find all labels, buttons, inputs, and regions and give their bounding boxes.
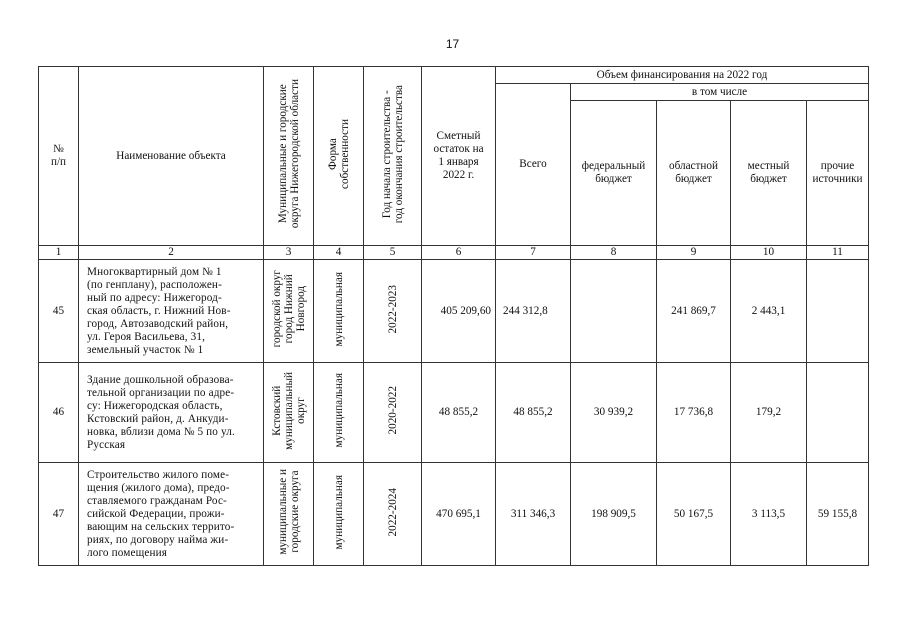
row-local: 3 113,5 [731,463,807,566]
financing-table [38,66,869,566]
row-federal: 198 909,5 [571,463,657,566]
table-row [39,463,869,566]
row-regional: 50 167,5 [657,463,731,566]
row-num: 47 [39,463,79,566]
col-number: 3 [264,246,314,260]
header-name: Наименование объекта [79,67,264,246]
row-regional: 17 736,8 [657,363,731,463]
row-estimate: 48 855,2 [422,363,496,463]
header-total: Всего [496,84,571,246]
col-number: 9 [657,246,731,260]
header-other: прочие источники [807,101,869,246]
row-ownership: муниципальная [314,363,364,463]
row-local: 179,2 [731,363,807,463]
header-municipality: Муниципальные и городские округа Нижегородской области [264,67,314,246]
row-total: 48 855,2 [496,363,571,463]
column-number-row [39,246,869,260]
row-regional: 241 869,7 [657,260,731,363]
header-local: местный бюджет [731,101,807,246]
col-number: 11 [807,246,869,260]
row-municipality: муниципальные и городские округа [264,463,314,566]
row-years: 2022-2023 [364,260,422,363]
header-incl: в том числе [571,84,869,101]
row-other [807,260,869,363]
header-federal: федеральный бюджет [571,101,657,246]
row-years: 2020-2022 [364,363,422,463]
row-federal [571,260,657,363]
row-municipality: Кстовский муниципальный округ [264,363,314,463]
header-estimate: Сметный остаток на 1 января 2022 г. [422,67,496,246]
header-regional: областной бюджет [657,101,731,246]
col-number: 8 [571,246,657,260]
col-number: 7 [496,246,571,260]
col-number: 6 [422,246,496,260]
object-name: Здание дошкольной образова- тельной организации по адре- су: Нижегородская область, Кстовский район, д. Анкуди- новка, вблизи дома № 5 по ул. Русская [79,363,264,463]
row-num: 46 [39,363,79,463]
row-local: 2 443,1 [731,260,807,363]
col-number: 2 [79,246,264,260]
header-funding-title: Объем финансирования на 2022 год [496,67,869,84]
table-row [39,260,869,363]
row-ownership: муниципальная [314,260,364,363]
row-estimate: 405 209,60 [422,260,496,363]
object-name: Строительство жилого поме- щения (жилого дома), предо- ставляемого гражданам Рос- сийской Федерации, прожи- вающим на сельских террито- риях, по договору найма жи- лого помещения [79,463,264,566]
row-other [807,363,869,463]
col-number: 5 [364,246,422,260]
header-ownership: Форма собственности [314,67,364,246]
header-num: № п/п [39,67,79,246]
row-total: 244 312,8 [496,260,571,363]
row-municipality: городской округ город Нижний Новгород [264,260,314,363]
col-number: 1 [39,246,79,260]
object-name: Многоквартирный дом № 1 (по генплану), расположен- ный по адресу: Нижегород- ская область, г. Нижний Нов- город, Автозаводский район, ул. Героя Васильева, 31, земельный участок № 1 [79,260,264,363]
row-num: 45 [39,260,79,363]
col-number: 4 [314,246,364,260]
row-ownership: муниципальная [314,463,364,566]
row-total: 311 346,3 [496,463,571,566]
row-years: 2022-2024 [364,463,422,566]
page-number: 17 [445,37,460,51]
row-federal: 30 939,2 [571,363,657,463]
row-estimate: 470 695,1 [422,463,496,566]
col-number: 10 [731,246,807,260]
header-years: Год начала строительства - год окончания строительства [364,67,422,246]
table-row [39,363,869,463]
row-other: 59 155,8 [807,463,869,566]
